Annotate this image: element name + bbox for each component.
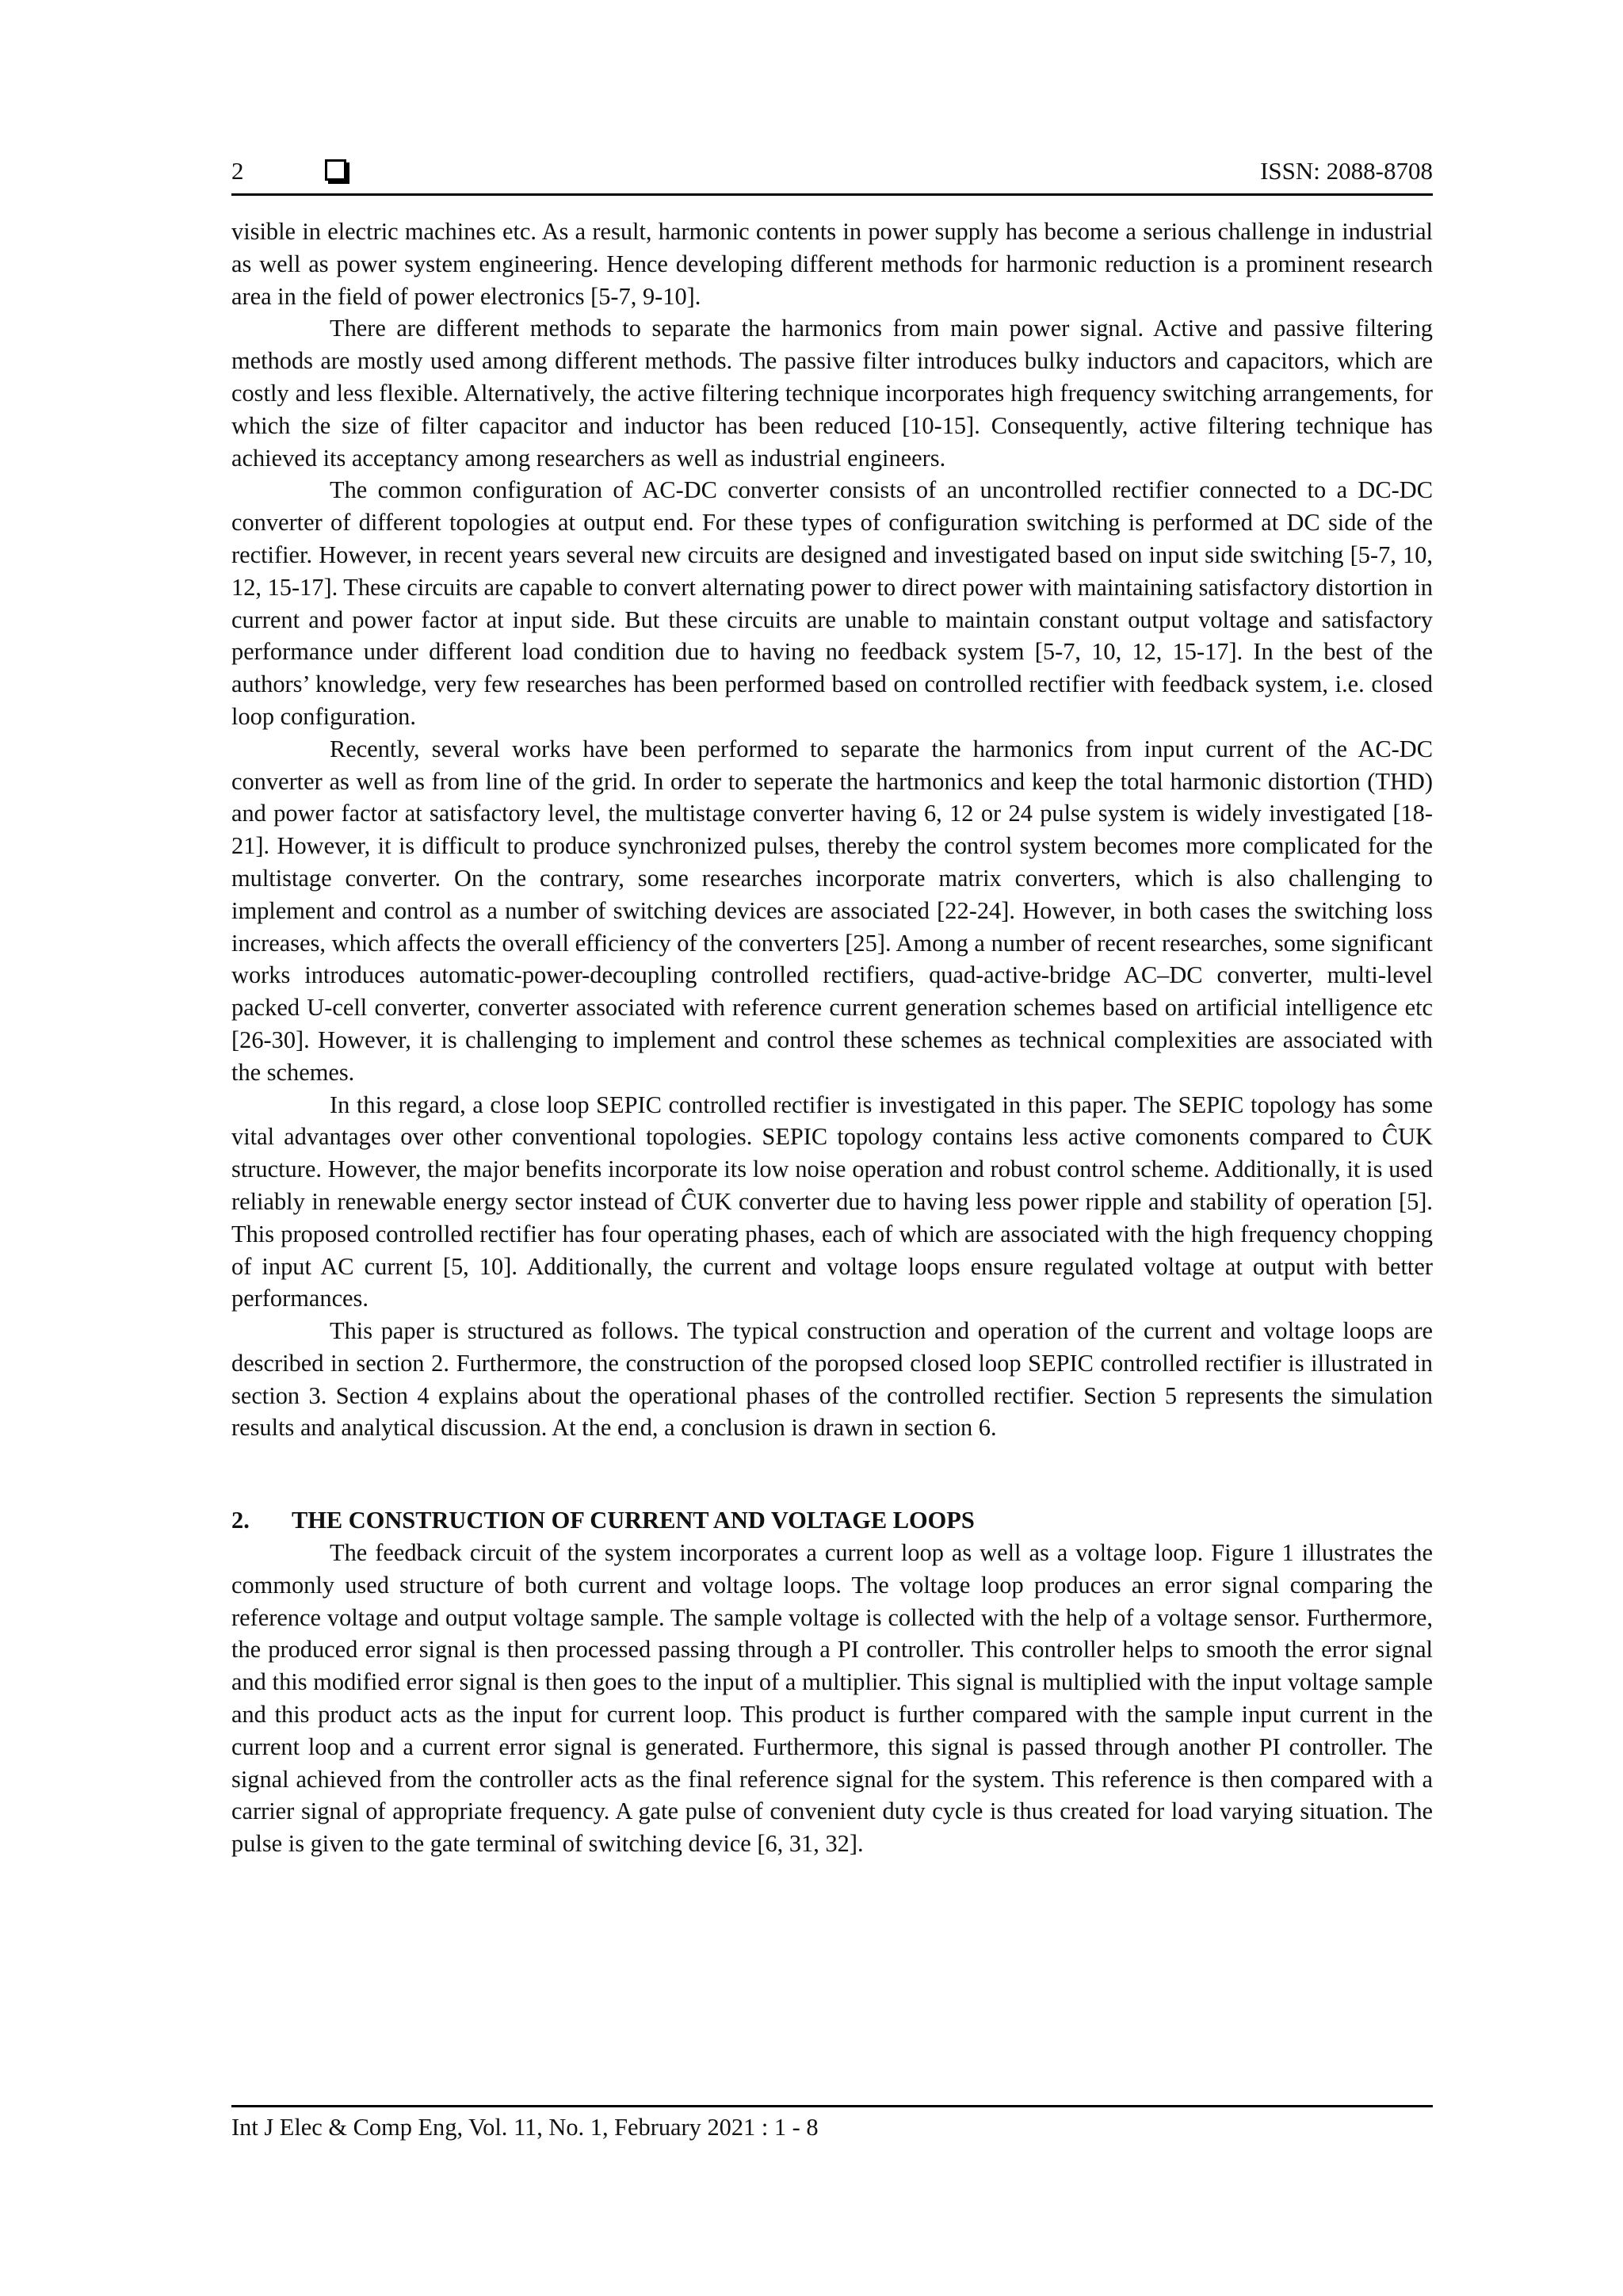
paragraph-continued: visible in electric machines etc. As a result, harmonic contents in power supply has become a serious challenge in industrial as well as power system engineering. Hence developing different methods for harmonic reduction is a prominent research area in the field of power electronics [5-7, 9-10].: [231, 218, 1433, 310]
section-paragraph: The feedback circuit of the system incorporates a current loop as well as a voltage loop. Figure 1 illustrates the commonly used structure of both current and voltage loops. The voltage loop produces an error signal comparing the reference voltage and output voltage sample. The sample voltage is collected with the help of a voltage sensor. Furthermore, the produced error signal is then processed passing through a PI controller. This controller helps to smooth the error signal and this modified error signal is then goes to the input of a multiplier. This signal is multiplied with the input voltage sample and this product acts as the input for current loop. This product is further compared with the sample input current in the current loop and a current error signal is generated. Furthermore, this signal is passed through another PI controller. The signal achieved from the controller acts as the final reference signal for the system. This reference is then compared with a carrier signal of appropriate frequency. A gate pulse of convenient duty cycle is thus created for load varying situation. The pulse is given to the gate terminal of switching device [6, 31, 32].: [231, 1539, 1433, 1858]
page-footer: [231, 2105, 1433, 2141]
section-title: THE CONSTRUCTION OF CURRENT AND VOLTAGE LOOPS: [292, 1507, 975, 1534]
section-heading: [231, 1504, 1433, 1537]
paragraph: In this regard, a close loop SEPIC controlled rectifier is investigated in this paper. The SEPIC topology has some vital advantages over other conventional topologies. SEPIC topology contains less active comonents compared to ĈUK structure. However, the major benefits incorporate its low noise operation and robust control scheme. Additionally, it is used reliably in renewable energy sector instead of ĈUK converter due to having less power ripple and stability of operation [5]. This proposed controlled rectifier has four operating phases, each of which are associated with the high frequency chopping of input AC current [5, 10]. Additionally, the current and voltage loops ensure regulated voltage at output with better performances.: [231, 1091, 1433, 1312]
page-number: 2: [231, 157, 244, 185]
checkbox-square-icon: [325, 159, 346, 181]
paragraph: There are different methods to separate the harmonics from main power signal. Active and passive filtering methods are mostly used among different methods. The passive filter introduces bulky inductors and capacitors, which are costly and less flexible. Alternatively, the active filtering technique incorporates high frequency switching arrangements, for which the size of filter capacitor and inductor has been reduced [10-15]. Consequently, active filtering technique has achieved its acceptancy among researchers as well as industrial engineers.: [231, 315, 1433, 472]
page-header: [231, 155, 1433, 196]
paragraph: Recently, several works have been performed to separate the harmonics from input current of the AC-DC converter as well as from line of the grid. In order to seperate the hartmonics and keep the total harmonic distortion (THD) and power factor at satisfactory level, the multistage converter having 6, 12 or 24 pulse system is widely investigated [18-21]. However, it is difficult to produce synchronized pulses, thereby the control system becomes more complicated for the multistage converter. On the contrary, some researches incorporate matrix converters, which is also challenging to implement and control as a number of switching devices are associated [22-24]. However, in both cases the switching loss increases, which affects the overall efficiency of the converters [25]. Among a number of recent researches, some significant works introduces automatic-power-decoupling controlled rectifiers, quad-active-bridge AC–DC converter, multi-level packed U-cell converter, converter associated with reference current generation schemes based on artificial intelligence etc [26-30]. However, it is challenging to implement and control these schemes as technical complexities are associated with the schemes.: [231, 735, 1433, 1086]
journal-citation: Int J Elec & Comp Eng, Vol. 11, No. 1, February 2021 : 1 - 8: [231, 2114, 819, 2141]
issn-label: ISSN: 2088-8708: [1260, 157, 1433, 185]
paragraph: This paper is structured as follows. The typical construction and operation of the current and voltage loops are described in section 2. Furthermore, the construction of the poropsed closed loop SEPIC controlled rectifier is illustrated in section 3. Section 4 explains about the operational phases of the controlled rectifier. Section 5 represents the simulation results and analytical discussion. At the end, a conclusion is drawn in section 6.: [231, 1317, 1433, 1442]
section-number: 2.: [231, 1507, 250, 1534]
body-text: [231, 216, 1433, 1860]
paragraph: The common configuration of AC-DC converter consists of an uncontrolled rectifier connected to a DC-DC converter of different topologies at output end. For these types of configuration switching is performed at DC side of the rectifier. However, in recent years several new circuits are designed and investigated based on input side switching [5-7, 10, 12, 15-17]. These circuits are capable to convert alternating power to direct power with maintaining satisfactory distortion in current and power factor at input side. But these circuits are unable to maintain constant output voltage and satisfactory performance under different load condition due to having no feedback system [5-7, 10, 12, 15-17]. In the best of the authors’ knowledge, very few researches has been performed based on controlled rectifier with feedback system, i.e. closed loop configuration.: [231, 476, 1433, 730]
